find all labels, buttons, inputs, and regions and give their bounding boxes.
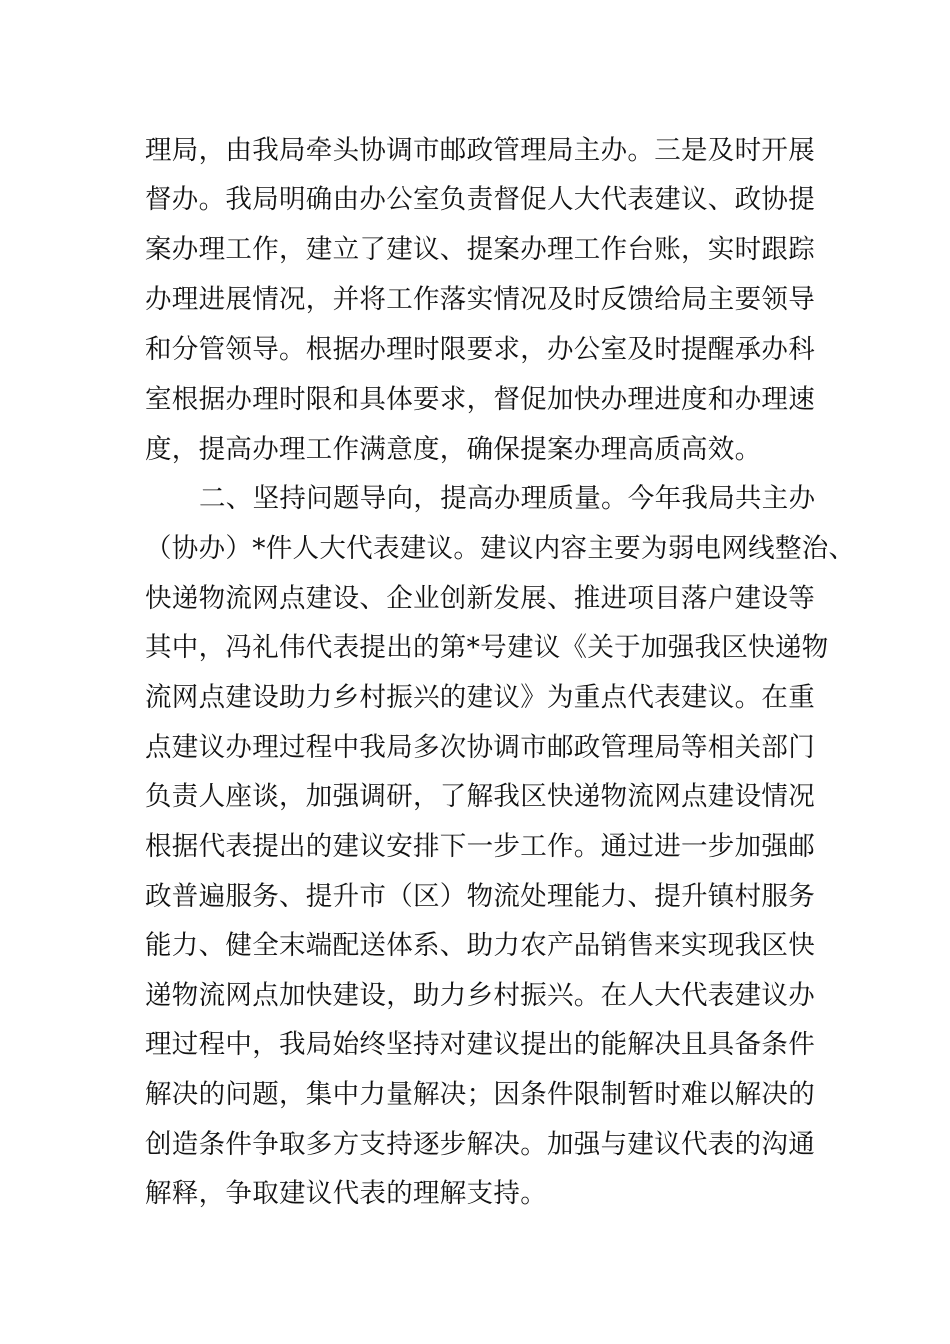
text-line: 政普遍服务、提升市（区）物流处理能力、提升镇村服务 xyxy=(145,881,815,912)
text-line: 递物流网点加快建设，助力乡村振兴。在人大代表建议办 xyxy=(145,980,815,1011)
text-line: 其中，冯礼伟代表提出的第*号建议《关于加强我区快递物 xyxy=(145,632,829,663)
text-line: 和分管领导。根据办理时限要求，办公室及时提醒承办科 xyxy=(145,334,815,365)
text-line: 案办理工作，建立了建议、提案办理工作台账，实时跟踪 xyxy=(145,234,815,265)
text-line: 根据代表提出的建议安排下一步工作。通过进一步加强邮 xyxy=(145,831,815,862)
paragraph-first-line: 二、坚持问题导向，提高办理质量。今年我局共主办 xyxy=(199,483,816,514)
text-line: 流网点建设助力乡村振兴的建议》为重点代表建议。在重 xyxy=(145,682,815,713)
text-line: 快递物流网点建设、企业创新发展、推进项目落户建设等 xyxy=(145,583,815,614)
text-line: 点建议办理过程中我局多次协调市邮政管理局等相关部门 xyxy=(145,732,815,763)
text-line: 理过程中，我局始终坚持对建议提出的能解决且具备条件 xyxy=(145,1029,815,1060)
text-line: 负责人座谈，加强调研，了解我区快递物流网点建设情况 xyxy=(145,781,815,812)
text-line: 能力、健全末端配送体系、助力农产品销售来实现我区快 xyxy=(145,930,815,961)
text-line: 督办。我局明确由办公室负责督促人大代表建议、政协提 xyxy=(145,184,815,215)
text-line: （协办）*件人大代表建议。建议内容主要为弱电网线整治、 xyxy=(145,533,856,564)
text-line: 室根据办理时限和具体要求，督促加快办理进度和办理速 xyxy=(145,384,815,415)
text-line: 解决的问题，集中力量解决；因条件限制暂时难以解决的 xyxy=(145,1079,815,1110)
text-line: 解释，争取建议代表的理解支持。 xyxy=(145,1178,547,1209)
text-line: 度，提高办理工作满意度，确保提案办理高质高效。 xyxy=(145,434,762,465)
text-line: 理局，由我局牵头协调市邮政管理局主办。三是及时开展 xyxy=(145,135,815,166)
text-line: 办理进展情况，并将工作落实情况及时反馈给局主要领导 xyxy=(145,284,815,315)
text-line: 创造条件争取多方支持逐步解决。加强与建议代表的沟通 xyxy=(145,1129,815,1160)
